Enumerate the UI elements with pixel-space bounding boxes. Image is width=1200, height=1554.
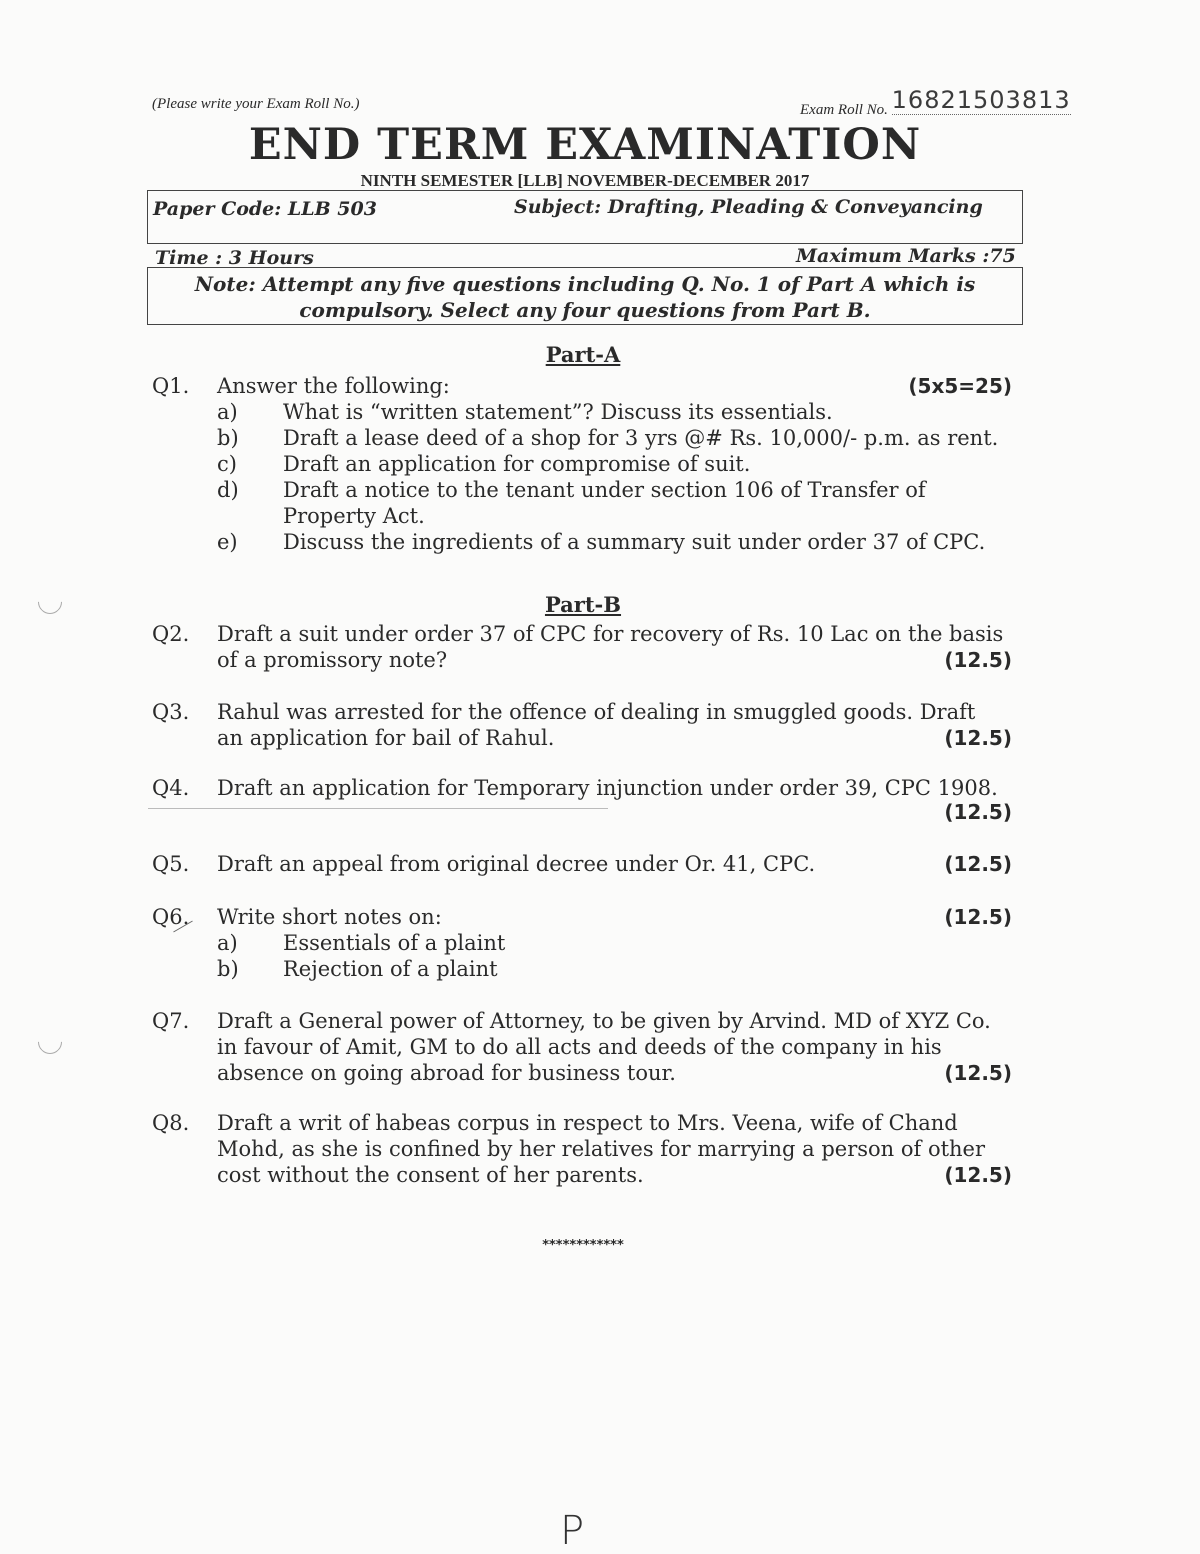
sub-question-text-cont: Property Act. (283, 504, 425, 528)
question-text: Mohd, as she is confined by her relatives for marrying a person of other (217, 1137, 986, 1161)
note-line-2: compulsory. Select any four questions from Part B. (299, 298, 871, 322)
end-stars: ************ (542, 1238, 624, 1253)
question-text: Rahul was arrested for the offence of dealing in smuggled goods. Draft (217, 700, 976, 724)
question-number: Q1. (152, 374, 190, 398)
sub-question-label: d) (217, 478, 239, 502)
note-line-1: Note: Attempt any five questions including Q. No. 1 of Part A which is (194, 272, 976, 296)
question-marks: (12.5) (944, 852, 1012, 876)
question-marks: (12.5) (944, 1163, 1012, 1187)
sub-question-label: e) (217, 530, 238, 554)
question-number: Q5. (152, 852, 190, 876)
question-text: of a promissory note? (217, 648, 448, 672)
question-number: Q3. (152, 700, 190, 724)
question-text: an application for bail of Rahul. (217, 726, 555, 750)
exam-roll-label: Exam Roll No. (800, 102, 888, 118)
paper-code: Paper Code: LLB 503 (153, 198, 377, 220)
question-text: absence on going abroad for business tour. (217, 1061, 676, 1085)
question-number: Q6. (152, 905, 190, 929)
max-marks: Maximum Marks :75 (796, 245, 1016, 267)
sub-question-text: What is “written statement”? Discuss its essentials. (283, 400, 833, 424)
sub-question-label: b) (217, 426, 239, 450)
sub-question-text: Draft a notice to the tenant under section 106 of Transfer of (283, 478, 926, 502)
question-text: Draft a suit under order 37 of CPC for recovery of Rs. 10 Lac on the basis (217, 622, 1004, 646)
question-text: Draft an application for Temporary injunction under order 39, CPC 1908. (217, 776, 998, 800)
question-marks: (12.5) (944, 1061, 1012, 1085)
question-number: Q7. (152, 1009, 190, 1033)
instructions-note (147, 268, 1023, 325)
question-text: cost without the consent of her parents. (217, 1163, 644, 1187)
question-marks: (12.5) (944, 800, 1012, 824)
page-mark: P (560, 1508, 585, 1554)
exam-roll-number: 16821503813 (891, 86, 1071, 114)
sub-question-text: Draft an application for compromise of suit. (283, 452, 751, 476)
question-number: Q8. (152, 1111, 190, 1135)
exam-time: Time : 3 Hours (155, 247, 314, 269)
sub-question-text: Discuss the ingredients of a summary suit under order 37 of CPC. (283, 530, 986, 554)
question-marks: (12.5) (944, 726, 1012, 750)
question-text: Draft a General power of Attorney, to be given by Arvind. MD of XYZ Co. (217, 1009, 991, 1033)
part-a-heading: Part-A (545, 342, 621, 367)
question-text: Write short notes on: (217, 905, 442, 929)
exam-subtitle: NINTH SEMESTER [LLB] NOVEMBER-DECEMBER 2017 (360, 171, 810, 190)
sub-question-label: c) (217, 452, 237, 476)
part-b-heading: Part-B (544, 592, 622, 617)
sub-question-text: Rejection of a plaint (283, 957, 498, 981)
question-number: Q4. (152, 776, 190, 800)
question-marks: (12.5) (944, 648, 1012, 672)
roll-instruction: (Please write your Exam Roll No.) (152, 96, 360, 112)
question-text: Draft a writ of habeas corpus in respect to Mrs. Veena, wife of Chand (217, 1111, 958, 1135)
question-marks: (12.5) (944, 905, 1012, 929)
sub-question-label: a) (217, 931, 238, 955)
sub-question-label: a) (217, 400, 238, 424)
question-number: Q2. (152, 622, 190, 646)
question-text: in favour of Amit, GM to do all acts and deeds of the company in his (217, 1035, 942, 1059)
exam-roll-field (800, 86, 1071, 120)
sub-question-text: Essentials of a plaint (283, 931, 506, 955)
question-text: Draft an appeal from original decree under Or. 41, CPC. (217, 852, 816, 876)
fold-line (148, 808, 608, 809)
punch-hole (33, 1025, 67, 1059)
question-marks: (5x5=25) (908, 374, 1012, 398)
exam-title: END TERM EXAMINATION (248, 120, 922, 170)
question-text: Answer the following: (217, 374, 450, 398)
sub-question-label: b) (217, 957, 239, 981)
sub-question-text: Draft a lease deed of a shop for 3 yrs @# Rs. 10,000/- p.m. as rent. (283, 426, 999, 450)
subject: Subject: Drafting, Pleading & Conveyancing (514, 196, 983, 218)
